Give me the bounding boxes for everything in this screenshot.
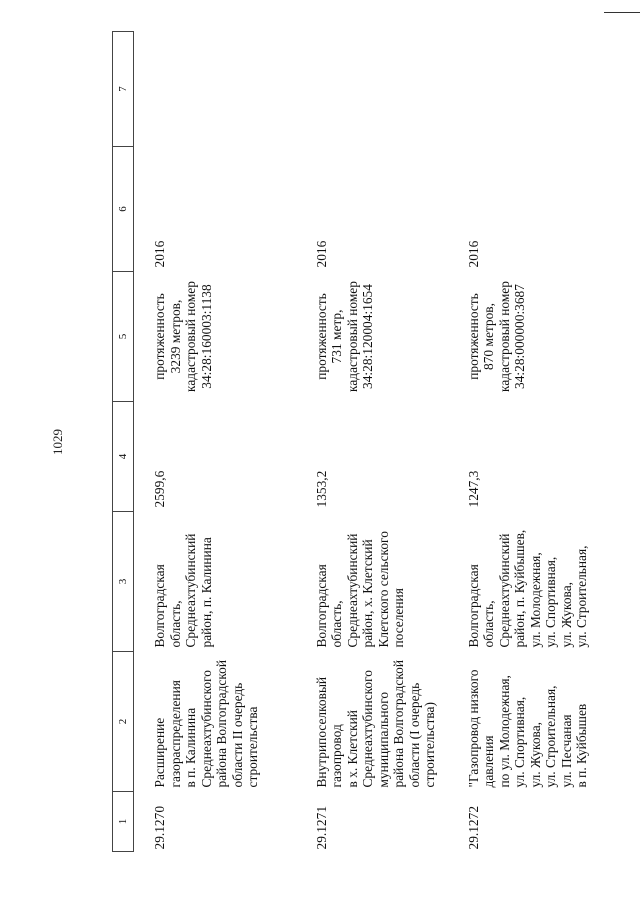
object-name-line: ул. Строительная, (543, 685, 558, 788)
object-name-line: района Волгоградской (391, 659, 406, 788)
registry-table (112, 31, 618, 852)
object-name-line: области II очередь (229, 682, 245, 788)
year: 2016 (465, 240, 481, 268)
address-line: район, п. Куйбышев, (512, 529, 527, 648)
object-name-line: ул. Песчаная (558, 714, 574, 788)
address-cell (134, 512, 296, 652)
value: 2599,6 (152, 470, 167, 508)
table-row (448, 32, 618, 852)
address-line: Волгоградская (465, 564, 481, 648)
address-line: область, (481, 600, 496, 648)
value-cell (296, 402, 448, 512)
object-name-line: "Газопровод низкого (465, 669, 481, 788)
address-line: ул. Жукова, (558, 582, 574, 648)
row-id-cell (448, 792, 618, 852)
value-cell (448, 402, 618, 512)
object-name-cell (296, 652, 448, 792)
details-line: 34:28:120004:1654 (360, 284, 375, 389)
address-cell (296, 512, 448, 652)
address-line: область, (167, 600, 183, 648)
row-id: 29.1272 (465, 805, 481, 850)
address-line: Волгоградская (313, 564, 329, 648)
details-cell (448, 272, 618, 402)
year: 2016 (152, 240, 167, 268)
address-line: ул. Спортивная, (543, 556, 558, 648)
object-name-line: Расширение (152, 717, 167, 788)
object-name-line: ул. Спортивная, (512, 696, 527, 788)
year-cell (296, 147, 448, 272)
details-line: 34:28:160003:1138 (198, 284, 214, 389)
details-line: 870 метров, (481, 303, 496, 370)
details-line: кадастровый номер (496, 281, 512, 392)
object-name-line: в п. Калинина (183, 707, 198, 788)
object-name-line: Среднеахтубинского (360, 670, 375, 788)
details-line: протяженность (152, 293, 167, 380)
value-cell (134, 402, 296, 512)
address-line: область, (329, 600, 344, 648)
row-id-cell (296, 792, 448, 852)
address-line: Среднеахтубинский (496, 533, 512, 648)
object-name-line: строительства (245, 706, 260, 788)
table-row (296, 32, 448, 852)
details-line: 34:28:000000:3687 (512, 284, 527, 389)
address-line: район, х. Клетский (360, 539, 375, 648)
address-line: Среднеахтубинский (183, 533, 198, 648)
header-col-4: 4 (113, 402, 134, 512)
header-col-3: 3 (113, 512, 134, 652)
object-name-line: строительства) (422, 702, 437, 788)
header-row (113, 32, 134, 852)
header-col-2: 2 (113, 652, 134, 792)
object-name-cell (134, 652, 296, 792)
details-cell (134, 272, 296, 402)
header-col-5: 5 (113, 272, 134, 402)
object-name-line: в п. Куйбышев (574, 703, 589, 788)
address-line: Среднеахтубинский (344, 533, 360, 648)
object-name-line: Внутрипоселковый (313, 676, 329, 788)
row-id: 29.1271 (313, 805, 329, 850)
object-name-cell (448, 652, 618, 792)
details-line: протяженность (313, 293, 329, 380)
row-id: 29.1270 (152, 805, 167, 850)
year: 2016 (313, 240, 329, 268)
address-line: поселения (391, 588, 406, 648)
header-col-1: 1 (113, 792, 134, 852)
object-name-line: области (I очередь (406, 682, 422, 788)
object-name-line: района Волгоградской (214, 659, 229, 788)
header-col-7: 7 (113, 32, 134, 147)
year-cell (134, 147, 296, 272)
object-name-line: газораспределения (167, 680, 183, 788)
details-line: кадастровый номер (183, 281, 198, 392)
object-name-line: по ул. Молодежная, (496, 675, 512, 788)
address-line: ул. Строительная, (574, 545, 589, 648)
col7-cell (134, 32, 296, 147)
object-name-line: ул. Жукова, (527, 722, 543, 788)
address-line: Клетского сельского (375, 531, 391, 648)
col7-cell (448, 32, 618, 147)
object-name-line: в х. Клетский (344, 710, 360, 788)
details-line: протяженность (465, 293, 481, 380)
details-line: кадастровый номер (344, 281, 360, 392)
details-line: 731 метр, (329, 309, 344, 364)
object-name-line: газопровод (329, 724, 344, 788)
address-line: ул. Молодежная, (527, 552, 543, 648)
rotated-table-container (112, 32, 622, 852)
details-cell (296, 272, 448, 402)
object-name-line: Среднеахтубинского (198, 670, 214, 788)
row-id-cell (134, 792, 296, 852)
details-line: 3239 метров, (167, 299, 183, 374)
address-line: Волгоградская (152, 564, 167, 648)
value: 1353,2 (313, 470, 329, 508)
header-col-6: 6 (113, 147, 134, 272)
object-name-line: давления (481, 735, 496, 788)
address-cell (448, 512, 618, 652)
col7-cell (296, 32, 448, 147)
address-line: район, п. Калинина (198, 537, 214, 648)
year-cell (448, 147, 618, 272)
page-number: 1029 (50, 429, 65, 455)
table-row (134, 32, 296, 852)
value: 1247,3 (465, 470, 481, 508)
object-name-line: муниципального (375, 691, 391, 788)
corner-rule (604, 12, 640, 13)
